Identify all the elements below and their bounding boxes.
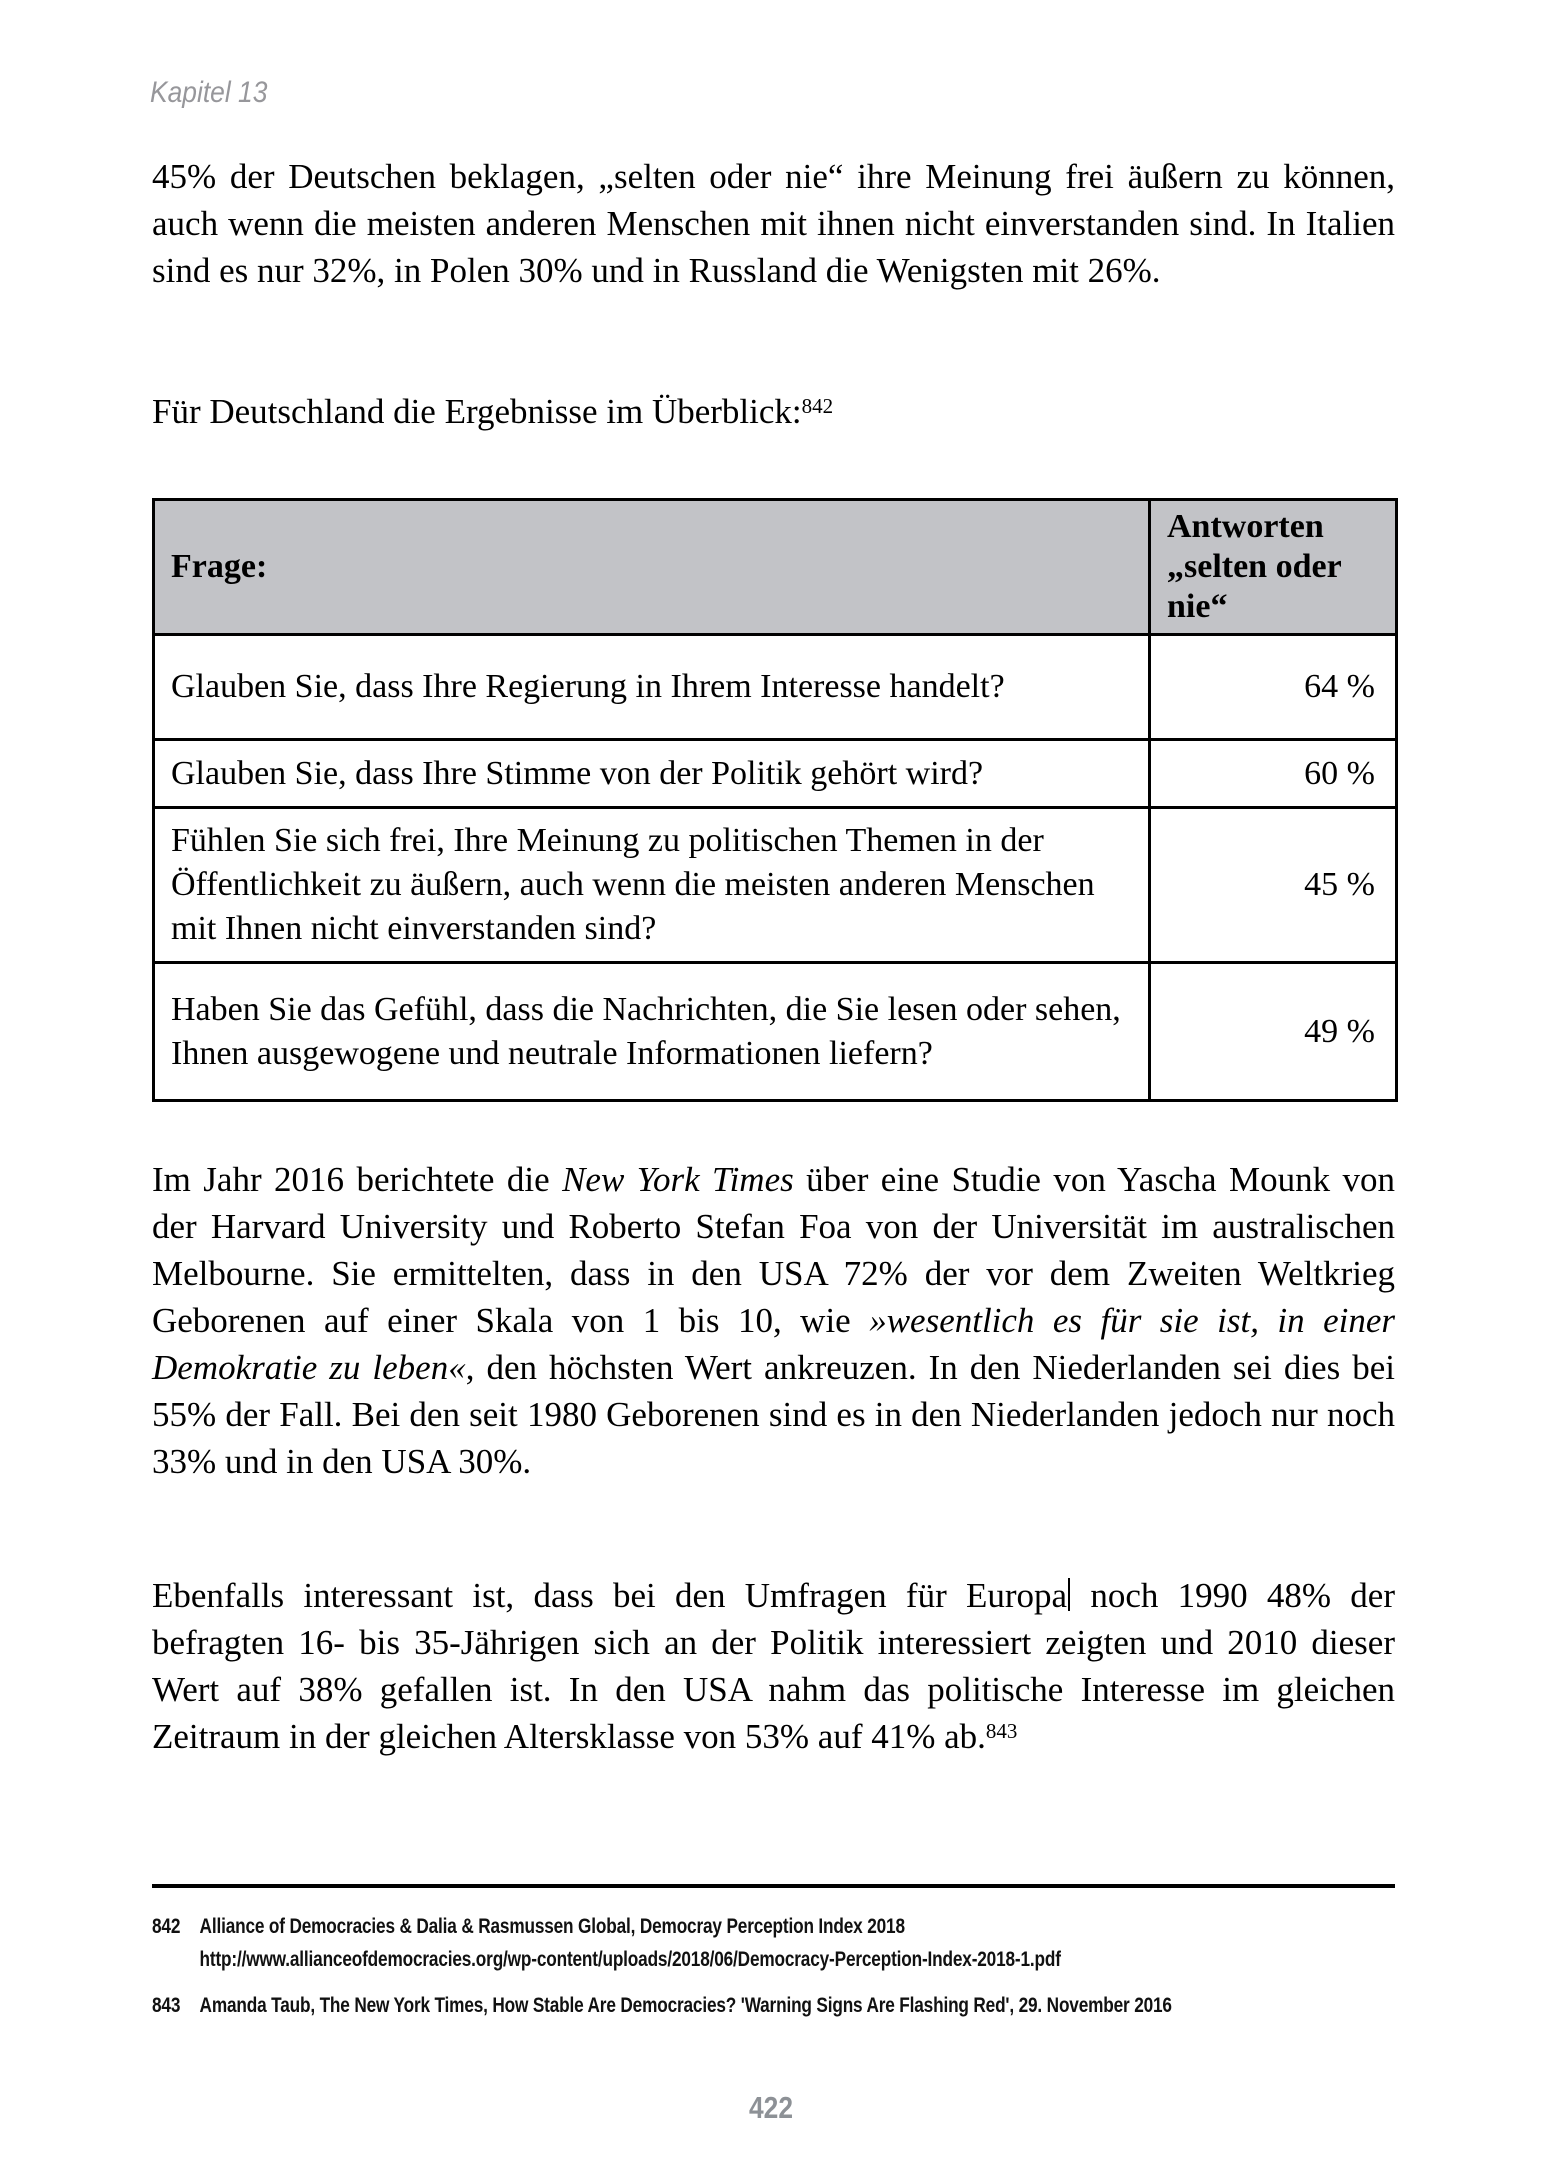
- table-header-row: [154, 500, 1397, 635]
- answer-cell: 49 %: [1150, 963, 1397, 1101]
- text-segment: »wesentlich es für sie ist, in einer Demokratie zu leben«: [152, 1301, 1396, 1387]
- footnote-number: 842: [152, 1915, 181, 1938]
- table-row: [154, 808, 1397, 963]
- text-segment: 843: [985, 1718, 1018, 1743]
- text-segment: , den höchsten Wert ankreuzen. In den Niederlanden sei dies bei 55% der Fall. Bei den seit 1980 Geborenen sind es in den Niederlanden jedoch nur noch 33% und in den USA 30%.: [152, 1348, 1395, 1481]
- question-cell: Fühlen Sie sich frei, Ihre Meinung zu politischen Themen in der Öffentlichkeit zu äußern, auch wenn die meisten anderen Menschen mit Ihnen nicht einverstanden sind?: [154, 808, 1150, 963]
- footnote-text-block: [200, 1989, 1268, 2022]
- footnote-source-text: Amanda Taub, The New York Times, How Stable Are Democracies? 'Warning Signs Are Flashing Red', 29. November 2016: [199, 1994, 1172, 2017]
- paragraph-nyt-study: [152, 1156, 1395, 1485]
- table-row: [154, 635, 1397, 740]
- paragraph-europe-polls: [152, 1572, 1395, 1760]
- paragraph-table-intro: [152, 388, 1395, 435]
- paragraph-survey-summary: [152, 153, 1395, 294]
- footnote-url-link[interactable]: http://www.allianceofdemocracies.org/wp-content/uploads/2018/06/Democracy-Perception-Index-2018-1.pdf: [199, 1948, 1061, 1971]
- footnote-source-text: Alliance of Democracies & Dalia & Rasmussen Global, Democray Perception Index 2018: [199, 1915, 905, 1938]
- question-cell: Glauben Sie, dass Ihre Stimme von der Politik gehört wird?: [154, 740, 1150, 808]
- footnote-843: [152, 1989, 1267, 2022]
- survey-results-table: [152, 498, 1398, 1102]
- running-header: Kapitel 13: [150, 76, 268, 109]
- text-cursor: [1068, 1578, 1070, 1611]
- answer-cell: 45 %: [1150, 808, 1397, 963]
- footnote-separator-rule: [152, 1884, 1395, 1888]
- footnote-text-block: [200, 1910, 1268, 1976]
- answer-cell: 60 %: [1150, 740, 1397, 808]
- question-cell: Glauben Sie, dass Ihre Regierung in Ihrem Interesse handelt?: [154, 635, 1150, 740]
- text-segment: 45% der Deutschen beklagen, „selten oder nie“ ihre Meinung frei äußern zu können, auch wenn die meisten anderen Menschen mit ihnen nicht einverstanden sind. In Italien sind es nur 32%, in Polen 30% und in Russland die Wenigsten mit 26%.: [152, 157, 1395, 290]
- footnote-842: [152, 1910, 1267, 1976]
- text-segment: Für Deutschland die Ergebnisse im Überblick:: [152, 392, 802, 431]
- footnote-number: 843: [152, 1994, 181, 2017]
- text-segment: Im Jahr 2016 berichtete die: [152, 1160, 563, 1199]
- page-number: 422: [749, 2090, 793, 2125]
- text-segment: noch 1990 48% der befragten 16- bis 35-Jährigen sich an der Politik interessiert zeigten und 2010 dieser Wert auf 38% gefallen ist. In den USA nahm das politische Interesse im gleichen Zeitraum in der gleichen Altersklasse von 53% auf 41% ab.: [152, 1576, 1395, 1756]
- text-segment: 842: [801, 393, 834, 418]
- text-segment: New York Times: [562, 1160, 794, 1199]
- text-segment: über eine Studie von Yascha Mounk von der Harvard University und Roberto Stefan Foa von der Universität im australischen Melbourne. Sie ermittelten, dass in den USA 72% der vor dem Zweiten Weltkrieg Geborenen auf einer Skala von 1 bis 10, wie: [152, 1160, 1395, 1340]
- question-cell: Haben Sie das Gefühl, dass die Nachrichten, die Sie lesen oder sehen, Ihnen ausgewogene und neutrale Informationen liefern?: [154, 963, 1150, 1101]
- column-header-question: Frage:: [154, 500, 1150, 635]
- answer-cell: 64 %: [1150, 635, 1397, 740]
- column-header-answers: Antworten „selten oder nie“: [1150, 500, 1397, 635]
- text-segment: Ebenfalls interessant ist, dass bei den Umfragen für Europa: [152, 1576, 1068, 1615]
- table-row: [154, 963, 1397, 1101]
- table-row: [154, 740, 1397, 808]
- footnotes-block: [152, 1910, 1267, 2035]
